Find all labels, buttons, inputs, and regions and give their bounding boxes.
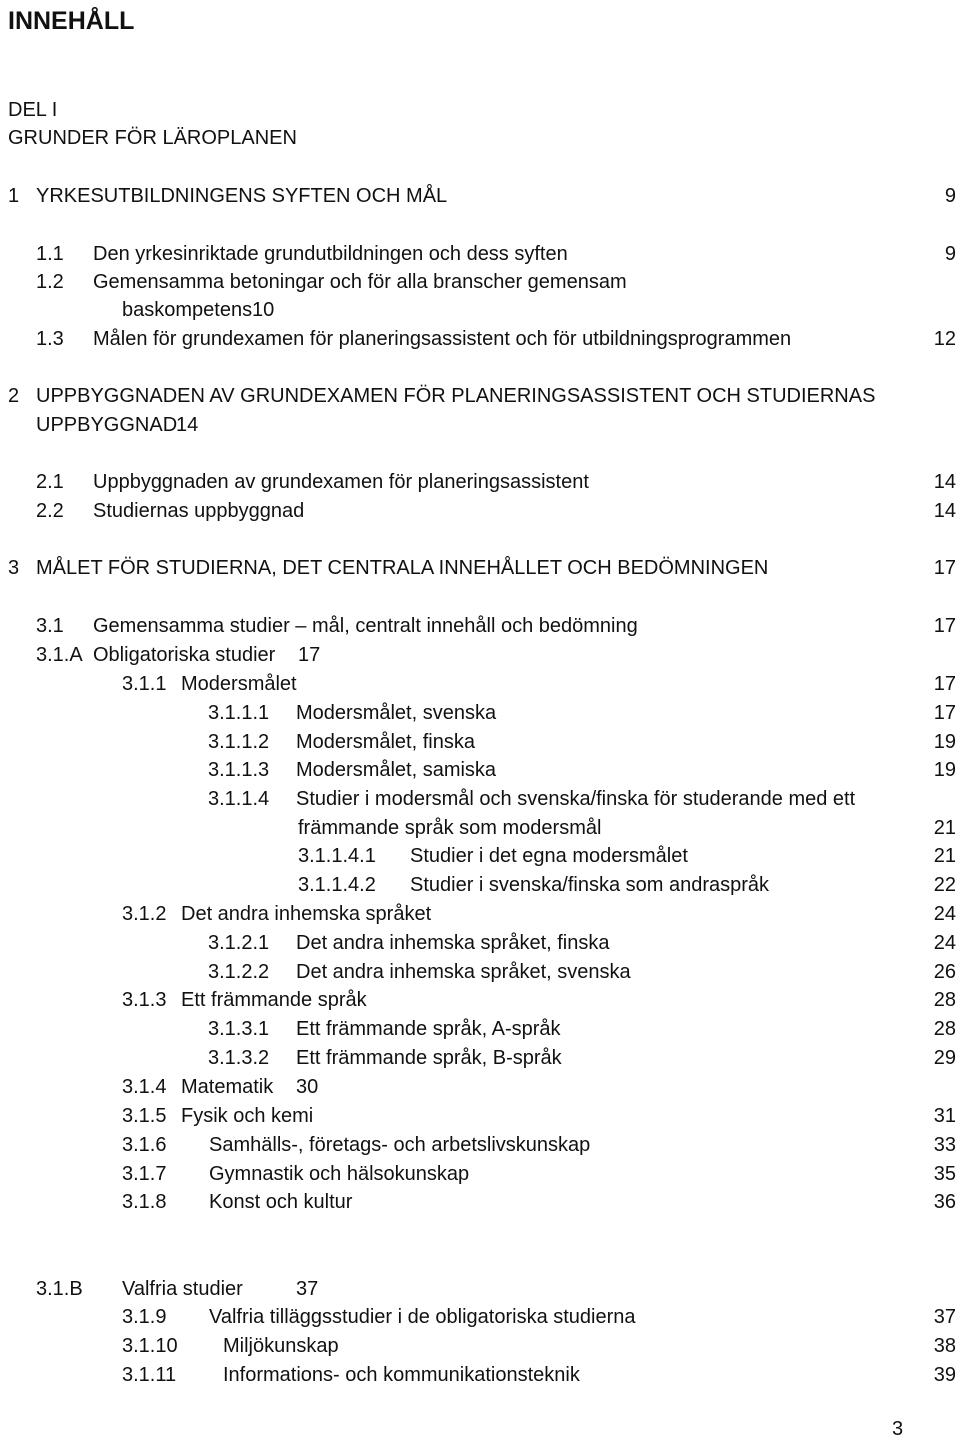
toc-entry-number: 3.1.8: [122, 1191, 167, 1213]
toc-entry-number: 3.1.2.2: [208, 961, 270, 983]
toc-entry-number: 3.1.11: [122, 1364, 177, 1386]
toc-entry-page: 28: [933, 989, 956, 1011]
toc-entry-page: 24: [933, 903, 956, 925]
toc-entry-page: 29: [933, 1047, 956, 1069]
toc-entry-number: 3.1.1: [122, 673, 167, 695]
toc-entry-text: Den yrkesinriktade grundutbildningen och dess syften: [93, 243, 568, 265]
toc-entry-number: 1.1: [36, 243, 64, 265]
toc-entry-text: Fysik och kemi: [181, 1105, 314, 1127]
toc-entry-number: 3.1.4: [122, 1076, 167, 1098]
toc-entry-page: 14: [176, 414, 199, 436]
toc-entry-page: 19: [933, 759, 956, 781]
toc-entry-number: 1: [8, 185, 20, 207]
toc-entry-text: Obligatoriska studier: [93, 644, 276, 666]
toc-entry-text: Det andra inhemska språket, svenska: [296, 961, 631, 983]
toc-entry-number: 1.2: [36, 271, 64, 293]
toc-entry-number: 3.1.1.4.1: [298, 845, 376, 867]
toc-entry-page: 28: [933, 1018, 956, 1040]
toc-entry-number: 3.1.5: [122, 1105, 167, 1127]
toc-entry-page: 37: [933, 1306, 956, 1328]
toc-entry-page: 17: [933, 673, 956, 695]
toc-entry-text: Samhälls-, företags- och arbetslivskunskap: [209, 1134, 591, 1156]
toc-entry-number: 3.1: [36, 615, 64, 637]
toc-entry-number: 2.2: [36, 500, 64, 522]
toc-entry-text: Ett främmande språk, B-språk: [296, 1047, 562, 1069]
toc-entry-page: 14: [933, 500, 956, 522]
toc-entry-number: 3.1.1.3: [208, 759, 270, 781]
toc-entry-page: 39: [933, 1364, 956, 1386]
toc-entry-page: 10: [252, 299, 275, 321]
toc-entry-number: 3.1.1.2: [208, 731, 270, 753]
toc-entry-number: 3.1.10: [122, 1335, 178, 1357]
toc-entry-page: 22: [933, 874, 956, 896]
toc-entry-text: Informations- och kommunikationsteknik: [223, 1364, 580, 1386]
toc-entry-text: Valfria tilläggsstudier i de obligatoriska studierna: [209, 1306, 636, 1328]
toc-entry-number: 3.1.3.1: [208, 1018, 270, 1040]
toc-entry-page: 17: [933, 557, 956, 579]
toc-entry-text: Studier i det egna modersmålet: [410, 845, 688, 867]
toc-entry-text: Konst och kultur: [209, 1191, 353, 1213]
toc-entry-number: 3.1.1.1: [208, 702, 270, 724]
toc-entry-text: Det andra inhemska språket: [181, 903, 432, 925]
toc-entry-text: Studier i modersmål och svenska/finska för studerande med ett: [296, 788, 856, 810]
toc-entry-page: 19: [933, 731, 956, 753]
toc-entry-text: UPPBYGGNADEN AV GRUNDEXAMEN FÖR PLANERINGSASSISTENT OCH STUDIERNAS: [36, 385, 876, 407]
toc-entry-text: Modersmålet, svenska: [296, 702, 497, 724]
toc-entry-number: 3.1.6: [122, 1134, 167, 1156]
toc-entry-text: Ett främmande språk: [181, 989, 367, 1011]
page-number: 3: [892, 1418, 904, 1440]
toc-entry-page: 21: [933, 817, 956, 839]
toc-entry-page: 14: [933, 471, 956, 493]
toc-entry-page: 17: [298, 644, 321, 666]
toc-entry-page: 38: [933, 1335, 956, 1357]
toc-entry-page: 30: [296, 1076, 319, 1098]
toc-entry-number: 3.1.3: [122, 989, 167, 1011]
toc-entry-page: 37: [296, 1278, 319, 1300]
toc-entry-text: Modersmålet: [181, 673, 297, 695]
toc-entry-text: Målen för grundexamen för planeringsassistent och för utbildningsprogrammen: [93, 328, 792, 350]
toc-entry-text: Valfria studier: [122, 1278, 243, 1300]
toc-entry-number: 3.1.7: [122, 1163, 167, 1185]
part-label: DEL I: [8, 99, 58, 121]
toc-entry-page: 17: [933, 615, 956, 637]
toc-entry-page: 24: [933, 932, 956, 954]
toc-entry-number: 3.1.A: [36, 644, 83, 666]
toc-entry-text: MÅLET FÖR STUDIERNA, DET CENTRALA INNEHÅLLET OCH BEDÖMNINGEN: [36, 557, 769, 579]
toc-entry-text: Gymnastik och hälsokunskap: [209, 1163, 470, 1185]
toc-entry-text: Gemensamma studier – mål, centralt innehåll och bedömning: [93, 615, 638, 637]
toc-entry-number: 1.3: [36, 328, 64, 350]
toc-entry-text: Uppbyggnaden av grundexamen för planeringsassistent: [93, 471, 589, 493]
toc-entry-number: 2: [8, 385, 20, 407]
toc-entry-text: Studiernas uppbyggnad: [93, 500, 305, 522]
toc-entry-number: 3: [8, 557, 20, 579]
toc-entry-text: Modersmålet, finska: [296, 731, 475, 753]
toc-entry-text: Modersmålet, samiska: [296, 759, 497, 781]
toc-entry-page: 9: [944, 185, 956, 207]
toc-title: INNEHÅLL: [8, 7, 135, 35]
toc-entry-text-continued: baskompetens: [122, 299, 253, 321]
toc-entry-text: Ett främmande språk, A-språk: [296, 1018, 561, 1040]
toc-entry-page: 31: [933, 1105, 956, 1127]
toc-entry-text: Gemensamma betoningar och för alla branscher gemensam: [93, 271, 627, 293]
toc-entry-number: 3.1.9: [122, 1306, 167, 1328]
part-title: GRUNDER FÖR LÄROPLANEN: [8, 127, 297, 149]
toc-entry-number: 3.1.3.2: [208, 1047, 270, 1069]
toc-entry-number: 2.1: [36, 471, 64, 493]
toc-entry-page: 17: [933, 702, 956, 724]
toc-entry-number: 3.1.2.1: [208, 932, 270, 954]
toc-entry-page: 26: [933, 961, 956, 983]
toc-entry-number: 3.1.B: [36, 1278, 83, 1300]
toc-entry-page: 9: [944, 243, 956, 265]
toc-entry-number: 3.1.1.4.2: [298, 874, 376, 896]
toc-entry-page: 35: [933, 1163, 956, 1185]
toc-entry-text: YRKESUTBILDNINGENS SYFTEN OCH MÅL: [36, 185, 448, 207]
toc-entry-number: 3.1.2: [122, 903, 167, 925]
toc-entry-page: 33: [933, 1134, 956, 1156]
toc-entry-number: 3.1.1.4: [208, 788, 270, 810]
toc-entry-page: 12: [933, 328, 956, 350]
toc-entry-page: 21: [933, 845, 956, 867]
toc-entry-text-continued: UPPBYGGNAD: [36, 414, 178, 436]
toc-entry-text: Studier i svenska/finska som andraspråk: [410, 874, 770, 896]
toc-entry-page: 36: [933, 1191, 956, 1213]
toc-entry-text: Det andra inhemska språket, finska: [296, 932, 610, 954]
toc-entry-text-continued: främmande språk som modersmål: [298, 817, 602, 839]
toc-entry-text: Matematik: [181, 1076, 274, 1098]
toc-entry-text: Miljökunskap: [223, 1335, 339, 1357]
